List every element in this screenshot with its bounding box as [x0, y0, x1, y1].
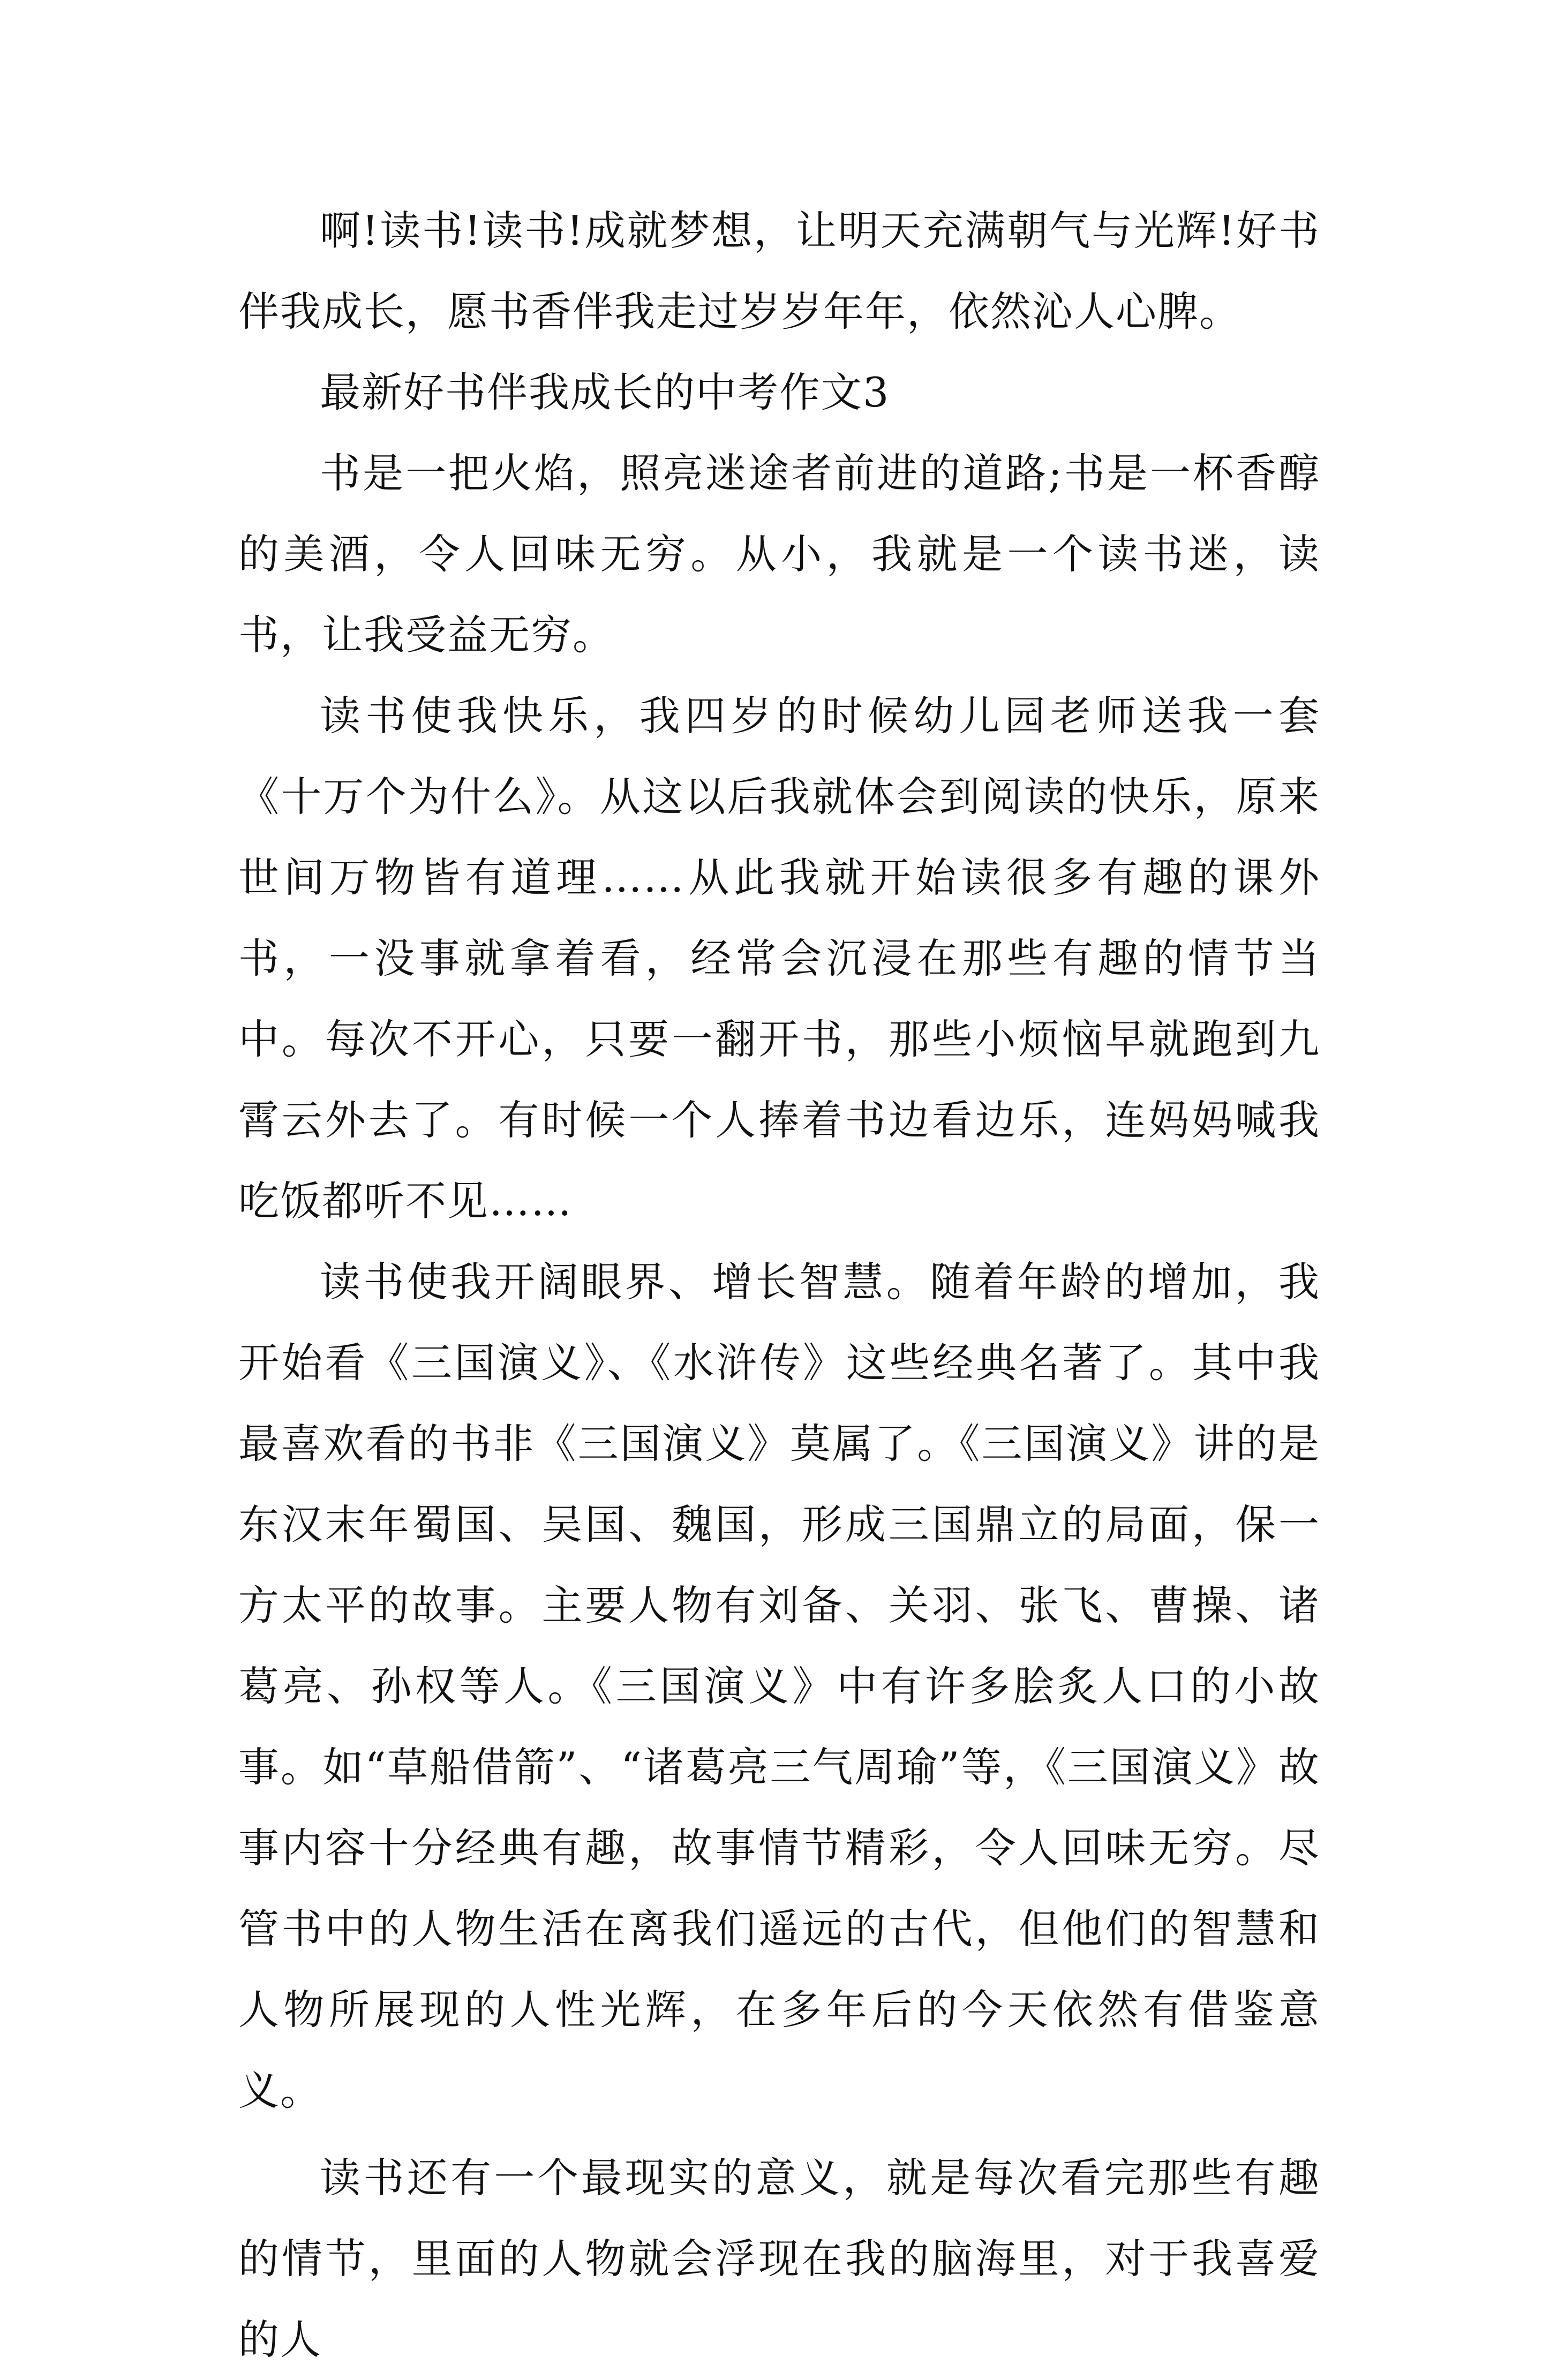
document-body [238, 190, 1320, 2380]
paragraph-intro: 书是一把火焰，照亮迷途者前进的道路;书是一杯香醇的美酒，令人回味无穷。从小，我就是一个读书迷，读书，让我受益无穷。 [238, 449, 1320, 659]
paragraph-closing: 啊!读书!读书!成就梦想，让明天充满朝气与光辉!好书伴我成长，愿书香伴我走过岁岁年年，依然沁人心脾。 [238, 207, 1320, 335]
paragraph-meaning: 读书还有一个最现实的意义，就是每次看完那些有趣的情节，里面的人物就会浮现在我的脑海里，对于我喜爱的人 [238, 2154, 1320, 2363]
paragraph-joy: 读书使我快乐，我四岁的时候幼儿园老师送我一套《十万个为什么》。从这以后我就体会到阅读的快乐，原来世间万物皆有道理……从此我就开始读很多有趣的课外书，一没事就拿着看，经常会沉浸在那些有趣的情节当中。每次不开心，只要一翻开书，那些小烦恼早就跑到九霄云外去了。有时候一个人捧着书边看边乐，连妈妈喊我吃饭都听不见…… [238, 692, 1320, 1225]
section-heading: 最新好书伴我成长的中考作文3 [320, 368, 890, 416]
paragraph-wisdom: 读书使我开阔眼界、增长智慧。随着年龄的增加，我开始看《三国演义》、《水浒传》这些经典名著了。其中我最喜欢看的书非《三国演义》莫属了。《三国演义》讲的是东汉末年蜀国、吴国、魏国，形成三国鼎立的局面，保一方太平的故事。主要人物有刘备、关羽、张飞、曹操、诸葛亮、孙权等人。《三国演义》中有许多脍炙人口的小故事。如“草船借箭”、“诸葛亮三气周瑜”等，《三国演义》故事内容十分经典有趣，故事情节精彩，令人回味无穷。尽管书中的人物生活在离我们遥远的古代，但他们的智慧和人物所展现的人性光辉，在多年后的今天依然有借鉴意义。 [238, 1258, 1320, 2114]
